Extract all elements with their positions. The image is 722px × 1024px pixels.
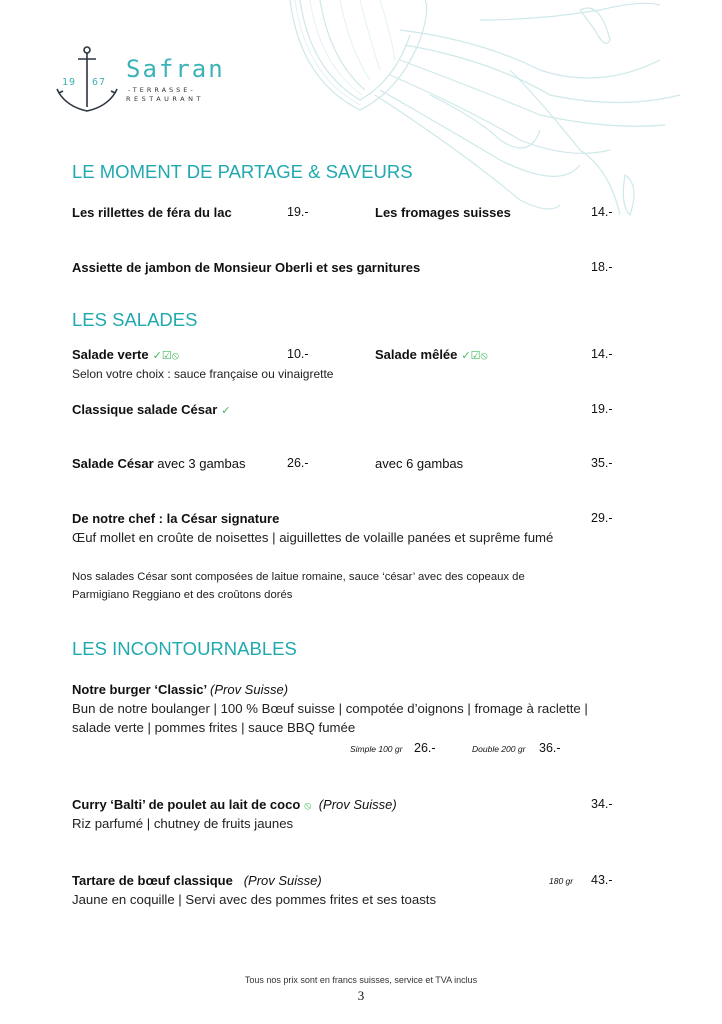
- menu-item: [72, 797, 617, 817]
- vegetarian-check-icon: ✓: [221, 405, 231, 417]
- item-description: Riz parfumé | chutney de fruits jaunes: [72, 816, 294, 831]
- item-description: Jaune en coquille | Servi avec des pommes frites et ses toasts: [72, 892, 437, 907]
- item-price: 35.-: [591, 456, 613, 470]
- item-name: [72, 873, 322, 888]
- item-name: De notre chef : la César signature: [72, 511, 280, 526]
- logo-year-right: 67: [92, 77, 107, 88]
- item-name-text: Notre burger ‘Classic’: [72, 682, 207, 697]
- menu-item: [72, 511, 617, 531]
- salad-note-line-1: Nos salades César sont composées de laitue romaine, sauce ‘césar’ avec des copeaux de: [72, 571, 525, 583]
- item-description: Bun de notre boulanger | 100 % Bœuf suisse | compotée d’oignons | fromage à raclette |: [72, 701, 588, 716]
- item-name-text: Classique salade César: [72, 402, 218, 417]
- item-price: 26.-: [287, 456, 309, 470]
- diet-icons: [461, 350, 487, 362]
- section-title-partage: LE MOMENT DE PARTAGE & SAVEURS: [72, 161, 413, 182]
- item-name: [72, 456, 245, 471]
- item-price: 19.-: [287, 205, 309, 219]
- jellyfish-illustration: [280, 0, 720, 220]
- menu-item: [375, 205, 620, 225]
- menu-item: [72, 456, 617, 476]
- logo-subtitle-terrasse: -TERRASSE-: [128, 86, 196, 94]
- item-name-text: Salade mêlée: [375, 347, 458, 362]
- no-gluten-icon: ⦸: [304, 800, 312, 812]
- item-name: Assiette de jambon de Monsieur Oberli et ses garnitures: [72, 260, 421, 275]
- item-origin: (Prov Suisse): [243, 873, 322, 888]
- item-variant: avec 6 gambas: [375, 456, 464, 471]
- item-name: [72, 402, 230, 417]
- menu-item: [72, 682, 617, 702]
- item-price: 43.-: [591, 873, 613, 887]
- menu-item: [72, 402, 617, 422]
- item-description: Selon votre choix : sauce française ou vinaigrette: [72, 367, 334, 381]
- salad-note-line-2: Parmigiano Reggiano et des croûtons dorés: [72, 589, 293, 601]
- diet-icons: [153, 350, 179, 362]
- vegetarian-check-icon: ✓: [461, 350, 471, 362]
- no-gluten-icon: ⦸: [171, 350, 179, 362]
- item-name: Les rillettes de féra du lac: [72, 205, 232, 220]
- menu-item: [72, 873, 617, 893]
- item-size: 180 gr: [549, 876, 574, 886]
- item-name-text: Curry ‘Balti’ de poulet au lait de coco: [72, 797, 301, 812]
- vegetarian-check-icon: ✓: [152, 350, 162, 362]
- section-title-salades: LES SALADES: [72, 309, 198, 330]
- item-name: [72, 682, 288, 697]
- item-price: 34.-: [591, 797, 613, 811]
- size-double: Double 200 gr: [472, 744, 526, 754]
- item-name-text: Salade verte: [72, 347, 149, 362]
- size-simple: Simple 100 gr: [350, 744, 403, 754]
- burger-size-options: [72, 741, 617, 761]
- section-title-incontournables: LES INCONTOURNABLES: [72, 638, 297, 659]
- item-price: 14.-: [591, 347, 613, 361]
- restaurant-logo: [56, 45, 226, 120]
- item-price: 29.-: [591, 511, 613, 525]
- item-name: [375, 347, 488, 363]
- item-description: Œuf mollet en croûte de noisettes | aiguillettes de volaille panées et suprême fumé: [72, 530, 554, 545]
- menu-item: [72, 260, 617, 280]
- item-name-text: Salade César: [72, 456, 154, 471]
- logo-year-left: 19: [62, 77, 77, 88]
- no-gluten-icon: ⦸: [480, 350, 488, 362]
- footer-price-note: Tous nos prix sont en francs suisses, service et TVA inclus: [244, 975, 478, 985]
- checkbox-icon: ☑: [161, 350, 172, 362]
- item-price: 14.-: [591, 205, 613, 219]
- price-simple: 26.-: [414, 741, 436, 755]
- page-number: 3: [357, 988, 365, 1003]
- item-name: [72, 797, 397, 813]
- item-origin: (Prov Suisse): [210, 682, 289, 697]
- item-price: 19.-: [591, 402, 613, 416]
- item-name-text: Tartare de bœuf classique: [72, 873, 233, 888]
- item-price: 10.-: [287, 347, 309, 361]
- menu-item: [375, 347, 620, 367]
- item-price: 18.-: [591, 260, 613, 274]
- item-origin: (Prov Suisse): [318, 797, 397, 812]
- item-variant: avec 3 gambas: [157, 456, 246, 471]
- item-name: Les fromages suisses: [375, 205, 511, 220]
- logo-brand-name: Safran: [126, 55, 225, 83]
- price-double: 36.-: [539, 741, 561, 755]
- checkbox-icon: ☑: [470, 350, 481, 362]
- item-description: salade verte | pommes frites | sauce BBQ fumée: [72, 720, 356, 735]
- item-name: [72, 347, 179, 363]
- logo-subtitle-restaurant: RESTAURANT: [126, 95, 204, 103]
